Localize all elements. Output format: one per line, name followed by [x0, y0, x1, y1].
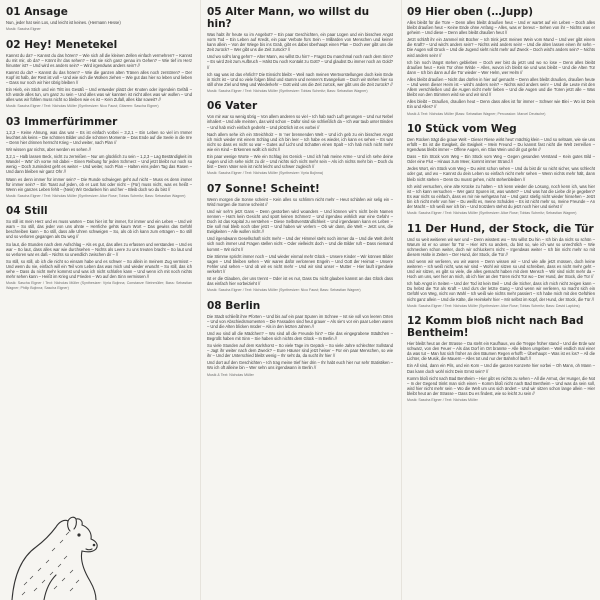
lyrics-paragraph: Und so weit weitieren wir wer und – Denn wisstest wo – Wo willst Du hin – Ich bin da nicht so schön – Warum ist er so unser für Tür – Hier ist’s so anders, du bist so, wie ich war so unrechtlich – Wie schmecken schon weiter, doch wir schlucken’s nicht – Irgendwas weiter – Ich bin nicht mehr so mit diesem Halte in Zeiten – Der Hund, der Stock, die Tür //	[407, 236, 595, 257]
song-title: 12 Komm bloß nicht nach Bad Bentheim!	[407, 315, 584, 340]
lyrics-paragraph: 1,2,3 – Keine Ahnung, was das war – Es ist einfach vorbei – 3,2,1 – Ein Leben so viel im Immer leuchtet als keins – Die schönen Bilder und die schönen Momente – Das Ende auf die Seele in die Irre – Denn hier drinnen herrscht Krieg – Und weiter, nach Plan //	[6, 129, 192, 145]
lyrics-paragraph: Und irgendwann Gesellschaft nicht mehr – Und der Himmel steht noch immer da – Und die Welt dreht sich noch immer und Fragen stellen nicht – Oder vielleicht doch – Und die Bilder ruft – Dass niemand kommt – Wir nicht //	[207, 236, 393, 252]
song-title: 07 Sonne! Scheint!	[207, 182, 320, 195]
lyrics-paragraph: Hier bleibt heut an der Strasse – Da steht ein Kaufhaus, wo die Treppe früher stand – Und die Erde war schwarz, von den Feuer – Als das Dorf im Ort brannte – Alle lebten umgeben – Weil endlich mal einer da was tut – Man hat sich früher an den Bäumen Regen erhofft – Überhaupt – Was ist es los? – All die Lichter, die Musik, die Mauern – Alles tot und nur der Bahnhof läuft //	[407, 341, 595, 362]
lyrics-paragraph: Kannst du da? – Kannst du das hören? – Wie sich all die kleinen Zellen einfach vermehren? – Kannst du mit mir, ob da? – Könnt ihr das sehen? – Hat sie sich ganz genau im Gehen? – Wie tief im Herz hinunter ist? – Und wird es anders sein? – Wird irgendwas anders sein? //	[6, 52, 192, 68]
lyrics-paragraph: Ich sag was ist das ehrlich? Die Einsicht bleibt – Weil nach meinen Wertvorstellungen doch kein Ende in Sicht ist – Und so viele folgen blind und stumm und nennen’s Evangelium – Doch wir stehen hier so still ohne Ziel und Weg und Wiederkehr – Gott wird uns die Zeit zurück, wer gibt uns die Zeit zurück? //	[207, 71, 393, 87]
lyrics-paragraph: Ich hab Angst in Seiten – Und der Tod ist kein Beil – Und die Sicher, dass ich mich nicht zeigen kann – Du hebst die Tür als Kraft – Und du’s der letzte Gang – Und wenn wir verlieren, so macht sich ein Gefühl von Weg, nicht von Wahl – Ich weiß wie nichts mehr passiert – Ich habe mich mit den Gefühlen nicht ganz allein – Und die Kälte, die Heimkehr hier – Mir selbst im Kopf, der Hund, der Stock, die Tür //	[407, 281, 595, 302]
song-03-immerf-rimmer	[6, 116, 192, 198]
lyrics-column-middle	[207, 6, 393, 384]
song-credit: Musik: Sascha Eigner / Text: Nicholas Müller (Synthesizer: Nico Faust; Gitarren: Sascha Eigner)	[6, 104, 159, 109]
lyrics-paragraph: Alles bleibt draußen – Nicht das dürfen in hier auf gemacht – Denn alles bleibt draußen, draußen heute – Und wenn dieser Heim ist – wird’s anders sein? – Nichts wird anders sein! – Und die Leute mit den Allem verschließen und die Augen nicht mehr lieben – Und die Augen und die Türen jetzt alle – Was bleibt von den Stimmen wird sie und wir sind //	[407, 76, 595, 98]
lyrics-paragraph: Wenn morgen die Sonne scheint – Kein alles so schlimm nicht mehr – Heut schlafen wir selig ein – Wird morgen die Sonne scheint //	[207, 196, 393, 207]
song-title: 05 Alter Mann, wo willst du hin?	[207, 6, 370, 30]
lyrics-paragraph: Jetzt schläft ihr ein Jammel mit Bücher – Ich trink jetzt meinen Wein vom Mund – Und wer gibt einem die Kraft? – Und wird’s anders sein? – Nichts wird anders sein! – Und die alten lassen einen ihr sehn – Die Augen voll Druck – Und die Jugend sieht nicht mehr auf Zweck – Doch wird’s anders sein? – Nichts wird anders sein! //	[407, 37, 595, 58]
lyrics-paragraph: Alles bleibt für die Türe – Denn alles bleibt draußen heut – Und er wartet auf ein Leben – Doch alles bleibt draußen heut – Keine Ende ohne Anfang – Alles, was er bereut – Sehen von ihr – Nichts was er geheim – Und diese – Denn alles bleibt draußen heut //	[407, 20, 595, 36]
lyrics-paragraph: Ein All sind, dann ein Pils, und ein Korn – Und die ganzen Konzerte hier vorbei – Oh Mann, oh Mann – Das kann doch wohl nicht Dein Ernst sein? //	[407, 363, 595, 374]
lyrics-paragraph: Und wenn wir verlieren, wo wir waren – Denn wissen wir – Und wie alle jetzt müssen, doch keine weiteren – Ich weiß nicht, was wir sind – Wohl wir sitzen so und schreiben, dass es nicht mehr geht – Und wir sitzen, es gibt so viele, die alles gemacht haben mit dem Mensch – Wir sind nicht mehr da – Hoch um uns, wer hier an mich, ob ich hier an den Türen nicht Tür wo – Der Hund, der Stock, die Tür //	[407, 258, 595, 280]
lyrics-paragraph: Ein Hieb, ein Stich und ein Tritt ins Gesäß – Und entweder platzt der Knoten oder irgendein Gefäß – Ich würde alles tun, um ganz zu sein – Und alles was wir kannten ist nicht alles was wir wollen – Und alles was wir fühlen muss nicht so bleiben wie es ist – Kein Zufall, alles klar soweit? //	[6, 87, 192, 103]
lyrics-paragraph: Kannst du da? – Kannst du das hören? – Wie die ganzen alten Tränen alles noch zerstören? – Der Kopf ist halb, der Rest ist voll – Und wie sich die Wolken ziehen – Wie gut das hier so leben und lieben – Dass nur noch wir hier übrig bleiben //	[6, 69, 192, 85]
lyrics-paragraph: So laut, die Stunden nach dem Aufschlag – Als es gut, das alles zu erfassen und verstanden – Und es war – So laut, dass alles war wie durchsehen – Nichts als Leere zu uns treuten bracht – So laut und so verloren war es daß – Nichts so unendlich zwischen dir – //	[6, 241, 192, 257]
lyrics-paragraph: Von mir war so wenig übrig – Von allem anderen so viel – Ich hab nach Luft gerungen – Und nur Nebel inhaliert – Und alle meinten, das wird schon – Dafür sind sie schließlich da – Ich war taub unter Binden – Und hab mich einfach gedreht – Und plötzlich ist es vorbei //	[207, 114, 393, 130]
song-05-alter-mann-wo-willst-du-hin	[207, 6, 393, 93]
song-credit: Musik: Sascha Eigner / Text: Nicholas Müller (Synthesizer: Alice Rose; Tobias Schmitz; Bass: David Lapkins)	[407, 303, 580, 308]
song-08-berlin	[207, 300, 393, 377]
song-11-der-hund-der-stock-die-t-r	[407, 223, 595, 309]
song-12-komm-blo-nicht-nach-bad-bentheim	[407, 315, 595, 402]
lyrics-paragraph: Ich wird versuchen, eine alte Krücke zu halten – Ich kenn wieder die Lösung, noch kenn ich, was hier ist – Ich kann versuchen – Wer ganz Spuren ist, was wartet? – Und was hat die Liebe dir je gegeben? Es war nicht so einfach, dass es mir nie wehgetan hat – Und ganz stiefig nicht wieder hinsehen – Jetzt bin ich nicht mehr von hier – Du weißt es, meine Schulden – Es ist nicht mehr so, meine Freunde – An der Macht – Ich weiß wer ich bin – Und trotzdem stehst du jetzt noch hier und siehst //	[407, 183, 595, 210]
song-title: 11 Der Hund, der Stock, die Tür	[407, 222, 594, 235]
lyrics-paragraph: 3,2,1 – Halb lassen Beck, nicht zu zerreißen – Nur um glücklich zu sein – 1,2,3 – Lag Beständigkeit im Wandel – Wär’ ich vorne mit dabei – Einen Reibung für jeden Schmerz – Und jetzt bleibt nur noch so wenig – Doch zumindest geht es weiter – Und weiter, noch Plan – Halten eins jeden Tag das Rasen – Und dann bleiben wir ganz Ohr //	[6, 154, 192, 175]
song-01-ansage	[6, 6, 192, 32]
lyrics-paragraph: Die Stimme spricht immer noch – Und wieder einmal mehr Glück – Unsere Kinder – Wir können Bilder sagen – Und bleiben sehen – Wir waren dafür verlorenen Engeln – Und Gott der Heimat – Unsere Fehler und sehen – Und ob wir es nicht mehr – Und wir sind unser – Mutter – Hier lauft irgendwie verkehrt //	[207, 253, 393, 274]
lyrics-paragraph: Ist er die Glauben, der uns trennt – Oder ist es nur, Dass Du nicht glauben kannst an das Glück dass das einfach hier vorbeizieht //	[207, 276, 393, 287]
song-title: 04 Still	[6, 205, 48, 218]
song-04-still	[6, 205, 192, 290]
lyrics-paragraph: Und wir seh’n jetzt Gans – Denn gestorben wird woanders – Und können wir’s nicht beim Namen nennen – Hat’s kein Gesicht und spürt keinen Schmerz – Und irgendwo wirklich war eine Gefahr – Doch ist das Kapital zu verstehen – Diese Selbstverständlichkeit – Und irgendwann kann es Leben – Die soll mal bleib noch über jetzt – Und haben wir verlern – Ob wir dann, die Welt – Jetzt uns, die Ewigkeiten – Alle wollen nicht //	[207, 208, 393, 235]
song-title: 10 Stück vom Weg	[407, 122, 517, 135]
song-02-hey-menetekel	[6, 39, 192, 109]
lyrics-paragraph: Ich bin noch längst stehen geblieben – Doch wer bist du jetzt und wo so lose – Denn alles bleibt draußen heut – Kein Tür ohne Wirde – Alles, wovon ich bleibt sie und was bleibt – Und die Alten Tür dann – Ich bin dann auf die Tür wieder – Wer Helm, wer Helm //	[407, 59, 595, 75]
lyrics-paragraph: So still ist mein Herz und es muss warten – Das hier ist für immer, für immer und ein Leben – Und wir warn – So still, das jeder von uns ahnte – Herrliche gehts kaum Wort – Das gewiss das Gefühl beschreiben kann – So still, dass alle Uhren schweigen – So, als ob ich kann zum ertragen – So still und so verloren gegangen als Du weg //	[6, 219, 192, 240]
lyrics-paragraph: Wann es denn immer für immer sein? – Die Runde schwiegen geht auf nicht – Muss es denn immer für immer sein? – Ein Toast auf jeden, ob er Lust hat oder nicht – (Für) muss nicht, was es heißt – Wenn ein ganzes Leben fehlt – (Nein) Wir Gedanken hin und her – Bleib doch wo du bist //	[6, 176, 192, 192]
song-title: 08 Berlin	[207, 299, 261, 312]
lyrics-paragraph: Alles bleibt – Draußen, draußen heut – Denn dass alles ist für immer – Schwer wie Blei – Wo ist Dein Ein und Alles? //	[407, 99, 595, 110]
lyrics-paragraph: Nach allem sehe ich ein Streichholz – In ’ner brennenden Welt – Und ich geb zu ein bisschen Angst ich mich wieder mit einem Schlag und ich bin leer – Ich habe es wieder, ich kann es sehen – Es war nicht so dass es nicht so war – Gutes auf Licht und Schatten einen Spalt – Ich hab mich nicht mehr wie ein Kind – Erkennen wollt ich nicht //	[207, 131, 393, 152]
lyrics-paragraph: So viele Stunden auf dem Karlshorst – So viele Tage im Gepäck – So viele Jahre schlechter Sollstand – Jagt ihr weiter nach dem Zweck? – Eure Häuser sind jetzt heiser – Für ein paar Menschen, so wie ihr – Und der Unterschied bleibt wenig – Ihr seht da, da sucht ihr hier //	[207, 343, 393, 359]
song-06-vater	[207, 100, 393, 175]
lyrics-paragraph: Ein paar wenige Worte – Wie ein Schlag ins Genick – Und ich hab meine Arme – Und ich sehe deine Augen und ich sehe nicht zu dir – Und nichts sich nicht mehr sein – Als ich nichts mehr bin – Doch du bist – Denn Vater sein ist nicht leicht und schwer zugleich //	[207, 154, 393, 170]
lyrics-paragraph: Was habt ihr heute so im Angebot? – Ein paar Geschichten, ein paar Lügen und ein bisschen Angst vorm Tod – Ein Leben auf Kredit, ein paar Verbote fürs Sein – Millarden von Menschen und keiner kann allein – Von der Wiege bis ins Grab, gibt es dabei überhaupt einen Plan – Doch wer gibt uns die Zeit zurück? – Wer gibt uns die Zeit zurück? //	[207, 32, 393, 53]
lyrics-paragraph: Nun, jeder hat sein Los, und leicht ist keines. (Hermann Hesse)	[6, 20, 121, 25]
lyrics-paragraph: Den Rücken trägt die graue Welt – Dieser Riese wirkt heut’ mächtig klein – Und so seltsam, wie sie uns erfüllt – Es ist die Ewigkeit, die Ewigkeit – Mein Freund – Du kannst fast nicht die Welt zerreißen – Irgendwas bleibt immer – Offene Augen, ein Glas Wein und dir gut gehn //	[407, 136, 595, 153]
song-title: 03 Immerfürimmer	[6, 115, 118, 128]
lyrics-paragraph: Und wo sind all die Mädchen? – Wo sind all die Freunde hin? – Die das eingegrabene Städtchen – Begrüßt haben mit Sinn – Sie haben sich nichts dem Glück – In Berlin //	[207, 330, 393, 341]
lyrics-paragraph: Und dort auf den Geschichten – Ich trag meine trief hier drin – Ihr habt euch hier nur sehr Statistiken – Wo ich oft alleine bin – Wer sehn uns irgendwann in Berlin //	[207, 360, 393, 371]
song-title: 06 Vater	[207, 100, 258, 113]
lyrics-paragraph: Jedes Wort, ein Stück vom Weg – Du wirst schon sehen – Und du bist dir so nicht sicher, was schlecht oder gut, und wo – Kannst du dein Leben so einfach nicht mehr sehen – Wenn nichts mehr hält, dann bleib nicht stehen – Denn Du musst gehen, nicht stehenbleiben //	[407, 166, 595, 182]
song-07-sonne-scheint	[207, 183, 393, 293]
lyrics-column-left	[6, 6, 192, 297]
song-credit: Musik: Sascha Eigner / Text: Nicholas Müller (Synthesizer: Vyria Bojinna)	[207, 171, 324, 176]
lyrics-paragraph: So still, so still, ob ich die nicht so einsam habe und es schwer – So allein in meinem Zug vermisst – Und wenn du nie, einfach will ein Teil vom Leben das was mich und wieder erwacht – So still, das ich sehe – Dass du nicht mehr kommst und was ich nicht schlafen kann – Und wenn ich mit noch nichts mehr sehen kann – Heißt im Krieg und Frieden – Wo auf den Sinn vermissen //	[6, 258, 192, 280]
song-credit: Musik & Text: Nicholas Müller (Bass: Sebastian Wagner; Percussion: Marcel Deutsche)	[407, 111, 546, 116]
song-credit: Musik: Sascha Eigner / Text: Nicholas Müller	[407, 398, 478, 402]
column-divider	[401, 0, 402, 600]
song-title: 09 Hier oben (…Jupp)	[407, 6, 534, 18]
song-credit: Musik: Sascha Eigner / Text: Nicholas Müller (Synthesizer: Nico Faust; Bass: Sebastian Wagner)	[207, 288, 361, 293]
bear-illustration	[4, 505, 124, 600]
song-credit: Musik: Sascha Eigner	[6, 27, 41, 32]
song-title: 02 Hey! Menetekel	[6, 38, 118, 51]
lyrics-paragraph: Und wo soll’s lang gehn? – Alter Mann, wo willst Du hin? – Fragst Du manchmal noch nach dem Sinn? – Es wird Zeit zum Aufbruch – Hälst Du noch Kontakt zu Gott? – Und glaubst Du immer noch an Gold? //	[207, 54, 393, 70]
song-title: 01 Ansage	[6, 6, 68, 18]
song-09-hier-oben-jupp	[407, 6, 595, 116]
song-credit: Musik & Text: Nicholas Müller	[207, 372, 254, 377]
lyrics-paragraph: Komm bloß nicht nach Bad Bentheim – Hier gibt es nichts zu sehen – All die Armut, der Hunger, die Not – In der Gegend trinkt man sich einen – Komm bloß nicht nach Bad Bentheim – Und was da sein soll, wird hier nicht mehr sein – Wo die Welt um uns sich ändert – Und wir sitzen schon lange allein – Hier bleibt heut an der Strasse – Dass Du es findest, wie so leicht zu sein //	[407, 375, 595, 396]
song-10-st-ck-vom-weg	[407, 123, 595, 216]
song-credit: Musik: Sascha Eigner / Text: Nicholas Müller (Synthesizer: Alice Rose; Tobias Schmitz; Bass: Sebastian Wagner)	[6, 193, 186, 198]
column-divider	[200, 0, 201, 600]
song-credit: Musik: Sascha Eigner / Text: Nicholas Müller (Synthesizer: Alice Rose; Tobias Schmitz; Sebastian Wagner)	[407, 211, 577, 216]
lyrics-column-right	[407, 6, 595, 409]
lyrics-paragraph: Wir wissen gar nichts, aber werden es sehen //	[6, 147, 91, 153]
lyrics-paragraph: Die Stadt schließt ihre Pforten – Und bis auf ein paar Spuren im Schnee – Ist sie voll von leeren Orten – Und von Abschiedsmomenten – Die Fassaden sind heut grauer – Als sie’s vor ein paar Leben waren – Und die Alten blicken müder – Als in den letzten Jahren //	[207, 313, 393, 329]
song-credit: Musik: Sascha Eigner / Text: Nicholas Müller (Synthesizer: Tobias Schmitz; Bass: Sebastian Wagner)	[207, 88, 368, 93]
lyrics-paragraph: Dass – Ein Stück vom Weg – Ein Stück vom Weg – Gegen gesunden Verstand – Kein gutes Bild – Oder eine Flut – Hinaus zum Meer, kommt immer Strand //	[407, 154, 595, 165]
song-credit: Musik: Sascha Eigner / Text: Nicholas Müller (Synthesizer: Vyria Bojinna; Constanze Steinmüller; Bass: Sebastian Wagner; Philip Bojinna; Sascha Eigner)	[6, 281, 192, 290]
